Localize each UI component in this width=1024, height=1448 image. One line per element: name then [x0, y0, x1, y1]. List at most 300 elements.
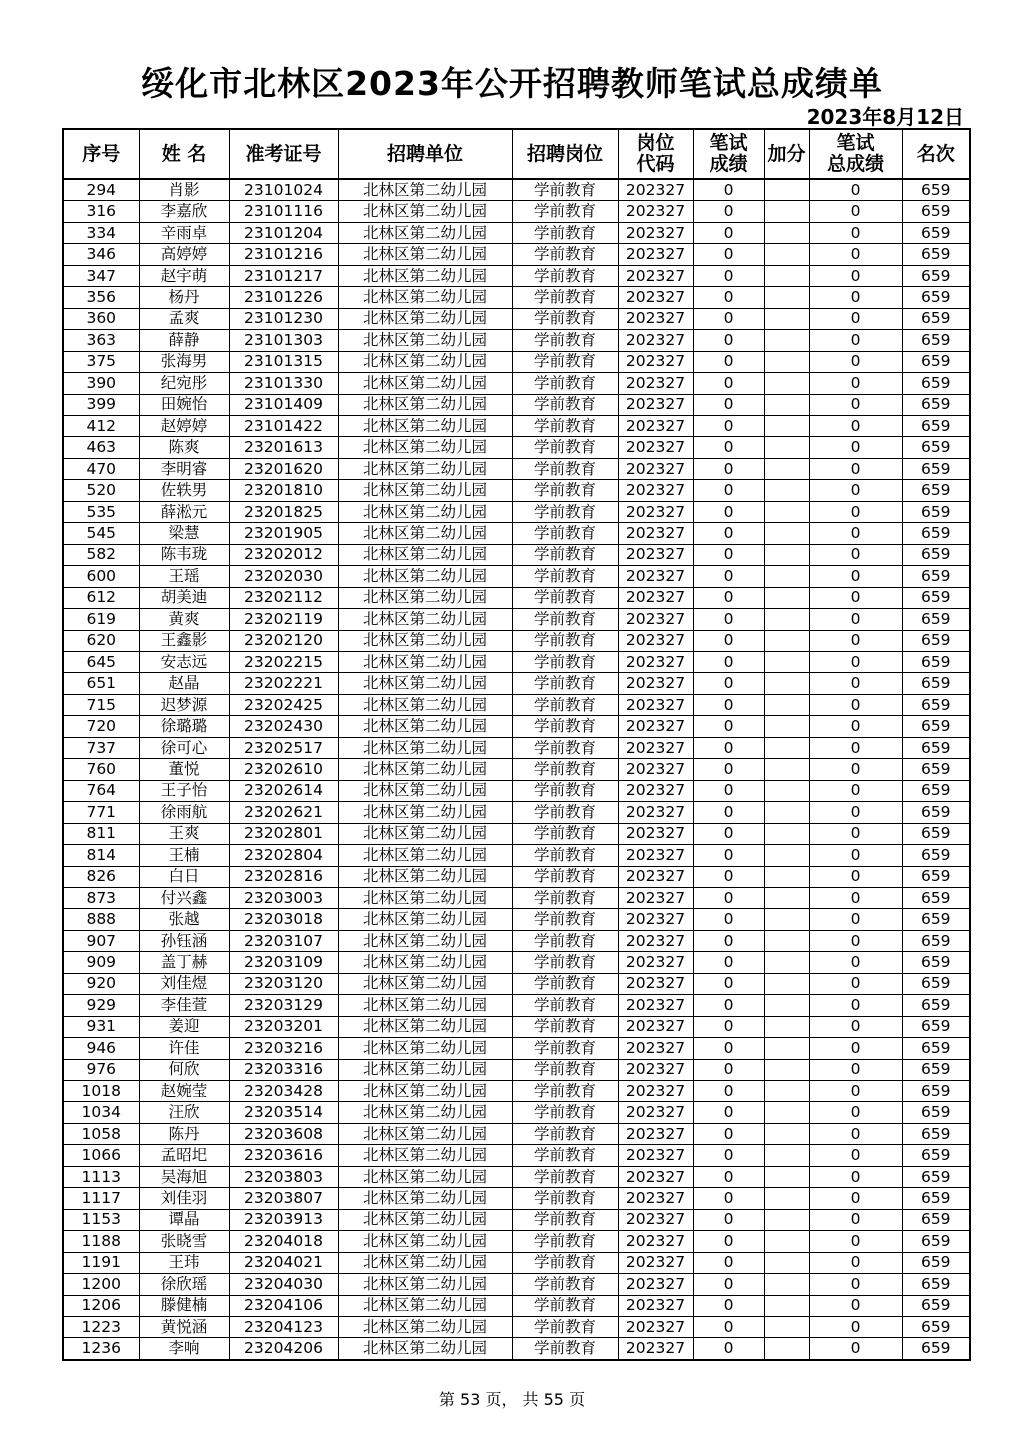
table-row [63, 694, 970, 715]
table-row [63, 1252, 970, 1273]
cell-post: 学前教育 [512, 1145, 618, 1166]
cell-bonus [764, 1016, 809, 1037]
cell-ticket: 23204030 [229, 1274, 338, 1295]
cell-ticket: 23202816 [229, 866, 338, 887]
cell-seq: 600 [63, 566, 139, 587]
cell-bonus [764, 823, 809, 844]
cell-unit: 北林区第二幼儿园 [338, 823, 512, 844]
cell-unit: 北林区第二幼儿园 [338, 1102, 512, 1123]
cell-bonus [764, 1102, 809, 1123]
cell-unit: 北林区第二幼儿园 [338, 1252, 512, 1273]
cell-post: 学前教育 [512, 1317, 618, 1338]
cell-total-score: 0 [809, 909, 902, 930]
cell-written-score: 0 [693, 930, 764, 951]
cell-unit: 北林区第二幼儿园 [338, 802, 512, 823]
cell-unit: 北林区第二幼儿园 [338, 201, 512, 222]
cell-post: 学前教育 [512, 995, 618, 1016]
cell-seq: 390 [63, 373, 139, 394]
cell-written-score: 0 [693, 544, 764, 565]
cell-post-code: 202327 [618, 716, 693, 737]
cell-written-score: 0 [693, 373, 764, 394]
cell-name: 陈韦珑 [139, 544, 229, 565]
cell-name: 汪欣 [139, 1102, 229, 1123]
cell-unit: 北林区第二幼儿园 [338, 1016, 512, 1037]
cell-post: 学前教育 [512, 1209, 618, 1230]
cell-bonus [764, 973, 809, 994]
cell-bonus [764, 308, 809, 329]
cell-unit: 北林区第二幼儿园 [338, 609, 512, 630]
cell-post: 学前教育 [512, 480, 618, 501]
cell-written-score: 0 [693, 244, 764, 265]
cell-seq: 1223 [63, 1317, 139, 1338]
cell-unit: 北林区第二幼儿园 [338, 1038, 512, 1059]
cell-written-score: 0 [693, 609, 764, 630]
cell-total-score: 0 [809, 823, 902, 844]
cell-total-score: 0 [809, 1317, 902, 1338]
cell-post: 学前教育 [512, 1166, 618, 1187]
cell-name: 陈丹 [139, 1123, 229, 1144]
table-row [63, 287, 970, 308]
cell-total-score: 0 [809, 759, 902, 780]
cell-rank: 659 [902, 930, 970, 951]
cell-total-score: 0 [809, 458, 902, 479]
cell-total-score: 0 [809, 1231, 902, 1252]
cell-unit: 北林区第二幼儿园 [338, 909, 512, 930]
cell-total-score: 0 [809, 566, 902, 587]
cell-post-code: 202327 [618, 1338, 693, 1360]
cell-written-score: 0 [693, 458, 764, 479]
cell-bonus [764, 544, 809, 565]
cell-rank: 659 [902, 630, 970, 651]
cell-written-score: 0 [693, 909, 764, 930]
cell-written-score: 0 [693, 566, 764, 587]
cell-post-code: 202327 [618, 651, 693, 672]
cell-post: 学前教育 [512, 437, 618, 458]
cell-total-score: 0 [809, 1166, 902, 1187]
cell-written-score: 0 [693, 780, 764, 801]
cell-seq: 399 [63, 394, 139, 415]
cell-seq: 811 [63, 823, 139, 844]
cell-total-score: 0 [809, 1081, 902, 1102]
cell-written-score: 0 [693, 201, 764, 222]
cell-written-score: 0 [693, 437, 764, 458]
cell-bonus [764, 952, 809, 973]
cell-unit: 北林区第二幼儿园 [338, 673, 512, 694]
cell-ticket: 23203608 [229, 1123, 338, 1144]
cell-name: 刘佳煜 [139, 973, 229, 994]
cell-post: 学前教育 [512, 1295, 618, 1316]
cell-rank: 659 [902, 1123, 970, 1144]
cell-unit: 北林区第二幼儿园 [338, 651, 512, 672]
table-row [63, 866, 970, 887]
cell-name: 徐雨航 [139, 802, 229, 823]
table-row [63, 351, 970, 372]
cell-written-score: 0 [693, 308, 764, 329]
page-footer: 第 53 页， 共 55 页 [438, 1390, 586, 1409]
cell-bonus [764, 179, 809, 201]
cell-rank: 659 [902, 909, 970, 930]
cell-total-score: 0 [809, 887, 902, 908]
table-row [63, 845, 970, 866]
cell-post: 学前教育 [512, 1123, 618, 1144]
cell-total-score: 0 [809, 651, 902, 672]
cell-ticket: 23101230 [229, 308, 338, 329]
cell-written-score: 0 [693, 480, 764, 501]
cell-post: 学前教育 [512, 330, 618, 351]
cell-rank: 659 [902, 1016, 970, 1037]
cell-rank: 659 [902, 1252, 970, 1273]
cell-ticket: 23101217 [229, 265, 338, 286]
cell-seq: 1117 [63, 1188, 139, 1209]
cell-name: 徐璐璐 [139, 716, 229, 737]
cell-ticket: 23202614 [229, 780, 338, 801]
table-row [63, 759, 970, 780]
cell-rank: 659 [902, 458, 970, 479]
cell-unit: 北林区第二幼儿园 [338, 973, 512, 994]
cell-seq: 1153 [63, 1209, 139, 1230]
cell-post: 学前教育 [512, 952, 618, 973]
cell-unit: 北林区第二幼儿园 [338, 1317, 512, 1338]
cell-ticket: 23203109 [229, 952, 338, 973]
cell-post: 学前教育 [512, 930, 618, 951]
cell-post-code: 202327 [618, 1231, 693, 1252]
cell-post-code: 202327 [618, 1102, 693, 1123]
cell-written-score: 0 [693, 1317, 764, 1338]
cell-total-score: 0 [809, 1209, 902, 1230]
cell-unit: 北林区第二幼儿园 [338, 694, 512, 715]
cell-bonus [764, 201, 809, 222]
cell-post: 学前教育 [512, 1102, 618, 1123]
cell-name: 王楠 [139, 845, 229, 866]
cell-name: 陈爽 [139, 437, 229, 458]
cell-rank: 659 [902, 716, 970, 737]
cell-post: 学前教育 [512, 1038, 618, 1059]
cell-written-score: 0 [693, 179, 764, 201]
table-row [63, 1209, 970, 1230]
cell-rank: 659 [902, 1231, 970, 1252]
cell-written-score: 0 [693, 651, 764, 672]
cell-unit: 北林区第二幼儿园 [338, 587, 512, 608]
cell-name: 孟昭圯 [139, 1145, 229, 1166]
cell-post-code: 202327 [618, 1059, 693, 1080]
col-header-ticket: 准考证号 [229, 129, 338, 179]
cell-post-code: 202327 [618, 866, 693, 887]
cell-seq: 737 [63, 737, 139, 758]
cell-name: 王玮 [139, 1252, 229, 1273]
cell-unit: 北林区第二幼儿园 [338, 373, 512, 394]
cell-written-score: 0 [693, 287, 764, 308]
cell-total-score: 0 [809, 1123, 902, 1144]
cell-total-score: 0 [809, 802, 902, 823]
cell-rank: 659 [902, 1102, 970, 1123]
cell-bonus [764, 566, 809, 587]
cell-name: 刘佳羽 [139, 1188, 229, 1209]
table-row [63, 480, 970, 501]
cell-name: 张晓雪 [139, 1231, 229, 1252]
cell-total-score: 0 [809, 265, 902, 286]
cell-ticket: 23202804 [229, 845, 338, 866]
cell-name: 王瑶 [139, 566, 229, 587]
cell-rank: 659 [902, 866, 970, 887]
cell-post-code: 202327 [618, 587, 693, 608]
cell-total-score: 0 [809, 544, 902, 565]
cell-name: 盖丁赫 [139, 952, 229, 973]
cell-written-score: 0 [693, 716, 764, 737]
table-row [63, 1295, 970, 1316]
cell-unit: 北林区第二幼儿园 [338, 544, 512, 565]
cell-post-code: 202327 [618, 1166, 693, 1187]
col-header-written-score-line2: 成绩 [709, 153, 748, 175]
cell-ticket: 23101024 [229, 179, 338, 201]
cell-total-score: 0 [809, 930, 902, 951]
col-header-bonus: 加分 [764, 129, 809, 179]
cell-ticket: 23101216 [229, 244, 338, 265]
cell-ticket: 23101315 [229, 351, 338, 372]
cell-seq: 520 [63, 480, 139, 501]
cell-unit: 北林区第二幼儿园 [338, 759, 512, 780]
cell-bonus [764, 330, 809, 351]
cell-post: 学前教育 [512, 737, 618, 758]
cell-unit: 北林区第二幼儿园 [338, 1231, 512, 1252]
cell-unit: 北林区第二幼儿园 [338, 566, 512, 587]
cell-bonus [764, 1274, 809, 1295]
cell-seq: 360 [63, 308, 139, 329]
cell-ticket: 23202430 [229, 716, 338, 737]
cell-total-score: 0 [809, 523, 902, 544]
cell-ticket: 23203428 [229, 1081, 338, 1102]
cell-total-score: 0 [809, 1295, 902, 1316]
cell-bonus [764, 437, 809, 458]
cell-bonus [764, 394, 809, 415]
table-row [63, 1166, 970, 1187]
cell-written-score: 0 [693, 415, 764, 436]
cell-written-score: 0 [693, 394, 764, 415]
table-row [63, 179, 970, 201]
cell-name: 孟爽 [139, 308, 229, 329]
cell-post: 学前教育 [512, 244, 618, 265]
cell-written-score: 0 [693, 1016, 764, 1037]
table-row [63, 609, 970, 630]
table-row [63, 887, 970, 908]
cell-bonus [764, 1188, 809, 1209]
cell-seq: 463 [63, 437, 139, 458]
cell-unit: 北林区第二幼儿园 [338, 501, 512, 522]
cell-name: 李嘉欣 [139, 201, 229, 222]
table-row [63, 394, 970, 415]
cell-name: 迟梦源 [139, 694, 229, 715]
cell-bonus [764, 995, 809, 1016]
cell-post-code: 202327 [618, 630, 693, 651]
cell-name: 谭晶 [139, 1209, 229, 1230]
cell-post-code: 202327 [618, 330, 693, 351]
cell-written-score: 0 [693, 265, 764, 286]
cell-rank: 659 [902, 501, 970, 522]
cell-unit: 北林区第二幼儿园 [338, 244, 512, 265]
cell-unit: 北林区第二幼儿园 [338, 716, 512, 737]
cell-unit: 北林区第二幼儿园 [338, 1081, 512, 1102]
cell-seq: 347 [63, 265, 139, 286]
cell-bonus [764, 244, 809, 265]
table-body [63, 179, 970, 1360]
cell-name: 赵婉莹 [139, 1081, 229, 1102]
cell-rank: 659 [902, 201, 970, 222]
cell-post: 学前教育 [512, 566, 618, 587]
cell-rank: 659 [902, 973, 970, 994]
cell-ticket: 23201825 [229, 501, 338, 522]
cell-seq: 645 [63, 651, 139, 672]
cell-name: 黄爽 [139, 609, 229, 630]
table-row [63, 222, 970, 243]
cell-written-score: 0 [693, 823, 764, 844]
cell-total-score: 0 [809, 1274, 902, 1295]
cell-post-code: 202327 [618, 609, 693, 630]
cell-total-score: 0 [809, 437, 902, 458]
cell-post: 学前教育 [512, 1188, 618, 1209]
cell-ticket: 23202221 [229, 673, 338, 694]
cell-post-code: 202327 [618, 415, 693, 436]
cell-total-score: 0 [809, 1016, 902, 1037]
cell-bonus [764, 1081, 809, 1102]
cell-post: 学前教育 [512, 780, 618, 801]
cell-seq: 1191 [63, 1252, 139, 1273]
cell-seq: 1206 [63, 1295, 139, 1316]
table-row [63, 244, 970, 265]
cell-name: 赵婷婷 [139, 415, 229, 436]
table-row [63, 1016, 970, 1037]
cell-rank: 659 [902, 995, 970, 1016]
cell-post: 学前教育 [512, 544, 618, 565]
cell-ticket: 23204021 [229, 1252, 338, 1273]
cell-unit: 北林区第二幼儿园 [338, 437, 512, 458]
cell-rank: 659 [902, 823, 970, 844]
cell-bonus [764, 759, 809, 780]
cell-post-code: 202327 [618, 1209, 693, 1230]
cell-post-code: 202327 [618, 308, 693, 329]
cell-post-code: 202327 [618, 544, 693, 565]
cell-post: 学前教育 [512, 630, 618, 651]
cell-ticket: 23203913 [229, 1209, 338, 1230]
table-row [63, 330, 970, 351]
cell-seq: 931 [63, 1016, 139, 1037]
table-row [63, 737, 970, 758]
cell-ticket: 23101204 [229, 222, 338, 243]
cell-bonus [764, 587, 809, 608]
col-header-rank: 名次 [902, 129, 970, 179]
cell-total-score: 0 [809, 373, 902, 394]
cell-ticket: 23203129 [229, 995, 338, 1016]
cell-bonus [764, 866, 809, 887]
cell-ticket: 23101116 [229, 201, 338, 222]
table-row [63, 1145, 970, 1166]
table-row [63, 1038, 970, 1059]
table-row [63, 265, 970, 286]
cell-post-code: 202327 [618, 780, 693, 801]
cell-total-score: 0 [809, 1252, 902, 1273]
cell-ticket: 23202012 [229, 544, 338, 565]
cell-name: 许佳 [139, 1038, 229, 1059]
cell-post-code: 202327 [618, 673, 693, 694]
cell-unit: 北林区第二幼儿园 [338, 394, 512, 415]
table-row [63, 1081, 970, 1102]
cell-seq: 720 [63, 716, 139, 737]
table-row [63, 308, 970, 329]
cell-post: 学前教育 [512, 694, 618, 715]
cell-ticket: 23201905 [229, 523, 338, 544]
cell-seq: 760 [63, 759, 139, 780]
cell-seq: 1058 [63, 1123, 139, 1144]
cell-name: 张海男 [139, 351, 229, 372]
cell-post: 学前教育 [512, 651, 618, 672]
cell-unit: 北林区第二幼儿园 [338, 222, 512, 243]
cell-written-score: 0 [693, 1209, 764, 1230]
cell-total-score: 0 [809, 694, 902, 715]
cell-unit: 北林区第二幼儿园 [338, 1338, 512, 1360]
cell-written-score: 0 [693, 1338, 764, 1360]
cell-post: 学前教育 [512, 394, 618, 415]
cell-seq: 363 [63, 330, 139, 351]
cell-post-code: 202327 [618, 737, 693, 758]
cell-written-score: 0 [693, 1188, 764, 1209]
cell-seq: 334 [63, 222, 139, 243]
cell-rank: 659 [902, 437, 970, 458]
cell-seq: 814 [63, 845, 139, 866]
cell-seq: 907 [63, 930, 139, 951]
cell-seq: 946 [63, 1038, 139, 1059]
cell-ticket: 23101330 [229, 373, 338, 394]
cell-post: 学前教育 [512, 458, 618, 479]
score-table [62, 128, 971, 1361]
cell-seq: 909 [63, 952, 139, 973]
cell-written-score: 0 [693, 802, 764, 823]
cell-bonus [764, 265, 809, 286]
cell-post: 学前教育 [512, 673, 618, 694]
page-title: 绥化市北林区2023年公开招聘教师笔试总成绩单 [141, 64, 883, 103]
cell-post-code: 202327 [618, 373, 693, 394]
cell-written-score: 0 [693, 1038, 764, 1059]
cell-post: 学前教育 [512, 351, 618, 372]
cell-name: 王子怡 [139, 780, 229, 801]
cell-post: 学前教育 [512, 415, 618, 436]
cell-ticket: 23201810 [229, 480, 338, 501]
cell-written-score: 0 [693, 1166, 764, 1187]
cell-total-score: 0 [809, 952, 902, 973]
cell-ticket: 23101409 [229, 394, 338, 415]
cell-post-code: 202327 [618, 909, 693, 930]
cell-post: 学前教育 [512, 823, 618, 844]
cell-post: 学前教育 [512, 265, 618, 286]
cell-post-code: 202327 [618, 1252, 693, 1273]
cell-rank: 659 [902, 1209, 970, 1230]
cell-ticket: 23202030 [229, 566, 338, 587]
cell-ticket: 23202112 [229, 587, 338, 608]
cell-post: 学前教育 [512, 609, 618, 630]
cell-name: 徐可心 [139, 737, 229, 758]
cell-bonus [764, 780, 809, 801]
cell-written-score: 0 [693, 952, 764, 973]
cell-bonus [764, 1231, 809, 1252]
col-header-seq: 序号 [63, 129, 139, 179]
cell-written-score: 0 [693, 222, 764, 243]
cell-seq: 929 [63, 995, 139, 1016]
cell-post: 学前教育 [512, 973, 618, 994]
cell-name: 肖影 [139, 179, 229, 201]
cell-post-code: 202327 [618, 1016, 693, 1037]
cell-bonus [764, 673, 809, 694]
table-row [63, 1231, 970, 1252]
cell-post: 学前教育 [512, 845, 618, 866]
cell-name: 薛淞元 [139, 501, 229, 522]
col-header-post-code-line2: 代码 [636, 153, 675, 175]
